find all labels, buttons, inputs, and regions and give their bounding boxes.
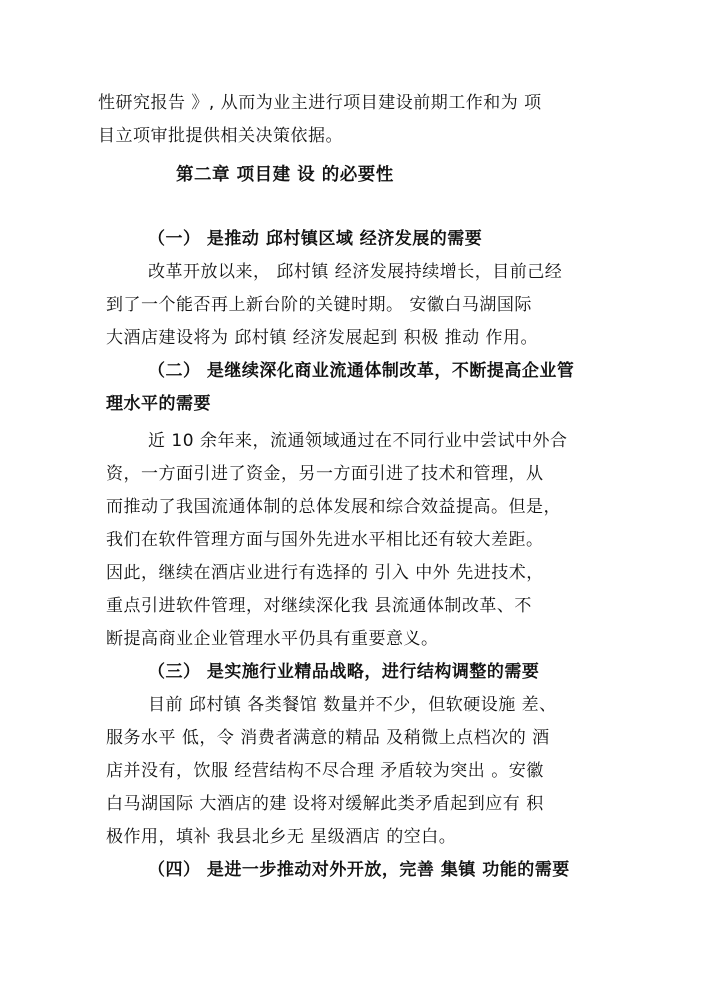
section-2-line-2: 资，一方面引进了资金，另一方面引进了技术和管理，从 bbox=[106, 464, 544, 484]
section-2-line-7: 断提高商业企业管理水平仍具有重要意义。 bbox=[106, 629, 439, 649]
section-3-line-1: 目前 邱村镇 各类餐馆 数量并不少，但软硬设施 差、 bbox=[148, 695, 557, 715]
section-1-heading: （一） 是推动 邱村镇区域 经济发展的需要 bbox=[148, 229, 483, 249]
section-3-line-3: 店并没有，饮服 经营结构不尽合理 矛盾较为突出 。安徽 bbox=[106, 761, 544, 781]
section-4-heading: （四） 是进一步推动对外开放，完善 集镇 功能的需要 bbox=[148, 860, 570, 880]
section-2-line-1: 近 10 余年来，流通领域通过在不同行业中尝试中外合 bbox=[148, 431, 568, 451]
section-1-line-2: 到了一个能否再上新台阶的关键时期。 安徽白马湖国际 bbox=[106, 295, 532, 315]
section-2-line-5: 因此，继续在酒店业进行有选择的 引入 中外 先进技术， bbox=[106, 563, 544, 583]
section-1-line-3: 大酒店建设将为 邱村镇 经济发展起到 积极 推动 作用。 bbox=[106, 328, 539, 348]
section-3-line-5: 极作用，填补 我县北乡无 星级酒店 的空白。 bbox=[106, 827, 457, 847]
section-2-line-4: 我们在软件管理方面与国外先进水平相比还有较大差距。 bbox=[106, 530, 544, 550]
section-2-heading-line-1: （二） 是继续深化商业流通体制改革，不断提高企业管 bbox=[148, 361, 575, 381]
section-3-line-4: 白马湖国际 大酒店的建 设将对缓解此类矛盾起到应有 积 bbox=[106, 794, 544, 814]
section-2-heading-line-2: 理水平的需要 bbox=[106, 394, 211, 414]
intro-line-2: 目立项审批提供相关决策依据。 bbox=[98, 126, 343, 146]
intro-line-1: 性研究报告 》, 从而为业主进行项目建设前期工作和为 项 bbox=[98, 93, 542, 113]
section-2-line-6: 重点引进软件管理，对继续深化我 县流通体制改革、不 bbox=[106, 596, 532, 616]
section-1-line-1: 改革开放以来， 邱村镇 经济发展持续增长，目前己经 bbox=[148, 262, 563, 282]
chapter-title: 第二章 项目建 设 的必要性 bbox=[176, 165, 394, 185]
section-3-heading: （三） 是实施行业精品战略，进行结构调整的需要 bbox=[148, 662, 540, 682]
section-3-line-2: 服务水平 低，令 消费者满意的精品 及稍微上点档次的 酒 bbox=[106, 728, 550, 748]
section-2-line-3: 而推动了我国流通体制的总体发展和综合效益提高。但是， bbox=[106, 497, 561, 517]
